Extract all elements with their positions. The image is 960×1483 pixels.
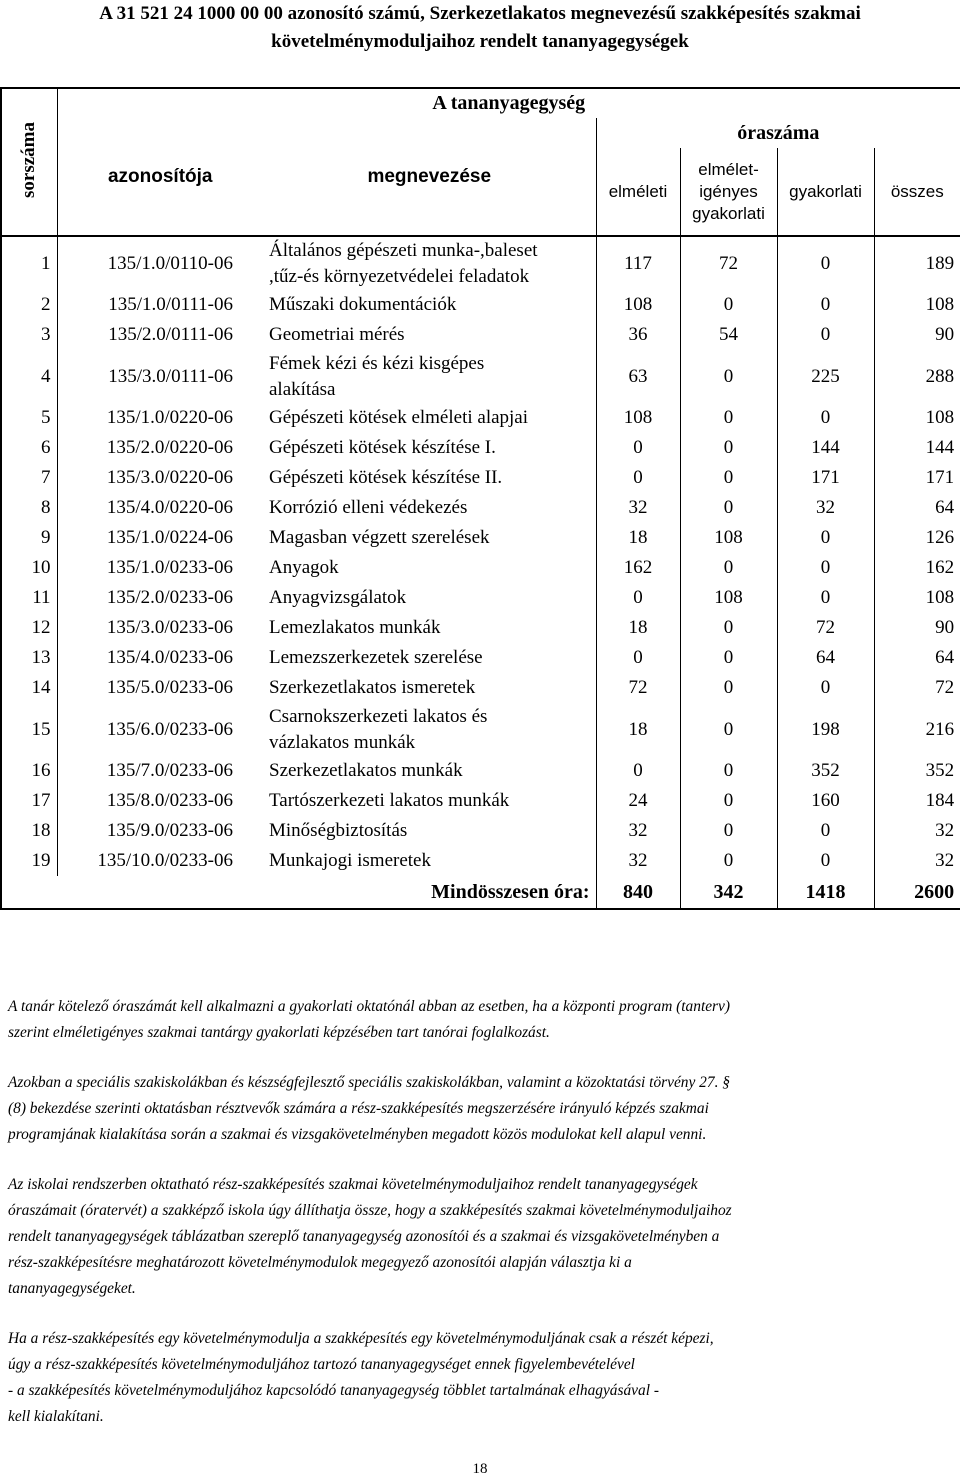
note-paragraph-4 — [8, 1326, 952, 1430]
row-elmeletigenyes: 0 — [680, 553, 777, 583]
row-elmeletigenyes: 0 — [680, 643, 777, 673]
row-number: 19 — [1, 846, 57, 876]
row-name-line-2: alakítása — [269, 378, 336, 400]
note-line: Azokban a speciális szakiskolákban és készségfejlesztő speciális szakiskolákban, valamint a közoktatási törvény 27. § — [8, 1074, 730, 1091]
note-line: A tanár kötelező óraszámát kell alkalmazni a gyakorlati oktatónál abban az esetben, ha a központi program (tanterv) — [8, 998, 730, 1015]
table-row — [1, 403, 960, 433]
row-elmeleti: 162 — [596, 553, 680, 583]
curriculum-table — [0, 87, 960, 910]
row-osszes: 189 — [874, 236, 960, 290]
row-name: Magasban végzett szerelések — [269, 527, 490, 548]
row-elmeletigenyes: 108 — [680, 583, 777, 613]
row-elmeletigenyes: 0 — [680, 703, 777, 756]
row-gyakorlati: 144 — [777, 433, 874, 463]
table-row — [1, 613, 960, 643]
row-number: 14 — [1, 673, 57, 703]
total-label: Mindösszesen óra: — [263, 876, 596, 909]
row-number: 1 — [1, 236, 57, 290]
row-elmeleti: 0 — [596, 643, 680, 673]
row-identifier: 135/6.0/0233-06 — [57, 703, 263, 756]
row-name: Minőségbiztosítás — [269, 820, 408, 841]
row-osszes: 64 — [874, 643, 960, 673]
note-paragraph-3 — [8, 1172, 952, 1302]
row-name-line-1: Általános gépészeti munka-,baleset — [269, 239, 538, 261]
row-elmeletigenyes: 0 — [680, 816, 777, 846]
header-osszes: összes — [874, 148, 960, 236]
row-number: 11 — [1, 583, 57, 613]
row-elmeletigenyes: 0 — [680, 493, 777, 523]
row-identifier: 135/1.0/0220-06 — [57, 403, 263, 433]
row-name: Gépészeti kötések készítése I. — [269, 437, 496, 458]
table-row — [1, 756, 960, 786]
row-elmeletigenyes: 108 — [680, 523, 777, 553]
total-elmeletigenyes: 342 — [680, 876, 777, 909]
table-row — [1, 703, 960, 756]
row-gyakorlati: 0 — [777, 523, 874, 553]
row-osszes: 32 — [874, 816, 960, 846]
row-osszes: 126 — [874, 523, 960, 553]
row-identifier: 135/2.0/0233-06 — [57, 583, 263, 613]
row-elmeleti: 32 — [596, 846, 680, 876]
row-identifier: 135/3.0/0111-06 — [57, 350, 263, 403]
row-name: Anyagok — [269, 557, 339, 578]
row-osszes: 72 — [874, 673, 960, 703]
row-elmeleti: 18 — [596, 703, 680, 756]
row-osszes: 108 — [874, 290, 960, 320]
row-elmeletigenyes: 0 — [680, 463, 777, 493]
row-identifier: 135/1.0/0233-06 — [57, 553, 263, 583]
table-row — [1, 350, 960, 403]
row-identifier: 135/4.0/0233-06 — [57, 643, 263, 673]
row-elmeletigenyes: 0 — [680, 786, 777, 816]
total-osszes: 2600 — [874, 876, 960, 909]
row-gyakorlati: 0 — [777, 816, 874, 846]
table-row — [1, 290, 960, 320]
row-gyakorlati: 0 — [777, 553, 874, 583]
curriculum-table-wrapper — [0, 87, 960, 963]
notes — [8, 994, 952, 1454]
row-number: 13 — [1, 643, 57, 673]
table-row — [1, 643, 960, 673]
total-gyakorlati: 1418 — [777, 876, 874, 909]
row-identifier: 135/5.0/0233-06 — [57, 673, 263, 703]
row-identifier: 135/2.0/0111-06 — [57, 320, 263, 350]
row-elmeleti: 72 — [596, 673, 680, 703]
row-gyakorlati: 0 — [777, 320, 874, 350]
total-elmeleti: 840 — [596, 876, 680, 909]
row-number: 6 — [1, 433, 57, 463]
row-elmeleti: 63 — [596, 350, 680, 403]
row-osszes: 64 — [874, 493, 960, 523]
header-elmeletigenyes: elmélet- igényes gyakorlati — [680, 148, 777, 236]
row-osszes: 32 — [874, 846, 960, 876]
row-osszes: 90 — [874, 613, 960, 643]
note-line: - a szakképesítés követelménymoduljához kapcsolódó tananyagegység többlet tartalmának elhagyásával - — [8, 1382, 659, 1399]
table-row — [1, 846, 960, 876]
table-row — [1, 236, 960, 290]
table-row — [1, 433, 960, 463]
row-elmeleti: 108 — [596, 290, 680, 320]
row-elmeletigenyes: 0 — [680, 673, 777, 703]
row-name: Munkajogi ismeretek — [269, 850, 431, 871]
note-line: rendelt tananyagegységek táblázatban szereplő tananyagegység azonosítói és a szakmai és vizsgakövetelményben a — [8, 1228, 720, 1245]
note-line: Az iskolai rendszerben oktatható rész-szakképesítés szakmai követelménymoduljaihoz rendelt tananyagegységek — [8, 1176, 698, 1193]
row-name: Lemezszerkezetek szerelése — [269, 647, 483, 668]
row-gyakorlati: 0 — [777, 290, 874, 320]
note-paragraph-1 — [8, 994, 952, 1046]
note-line: úgy a rész-szakképesítés követelménymoduljához tartozó tananyagegységet ennek figyelembevételével — [8, 1356, 635, 1373]
row-elmeleti: 18 — [596, 613, 680, 643]
row-gyakorlati: 32 — [777, 493, 874, 523]
row-elmeleti: 0 — [596, 433, 680, 463]
row-osszes: 171 — [874, 463, 960, 493]
row-identifier: 135/1.0/0224-06 — [57, 523, 263, 553]
row-elmeleti: 18 — [596, 523, 680, 553]
row-gyakorlati: 352 — [777, 756, 874, 786]
row-elmeleti: 32 — [596, 493, 680, 523]
row-identifier: 135/3.0/0220-06 — [57, 463, 263, 493]
page-number: 18 — [472, 1461, 488, 1477]
row-gyakorlati: 0 — [777, 403, 874, 433]
row-name: Szerkezetlakatos munkák — [269, 760, 463, 781]
row-name: Műszaki dokumentációk — [269, 294, 457, 315]
row-gyakorlati: 0 — [777, 583, 874, 613]
row-identifier: 135/2.0/0220-06 — [57, 433, 263, 463]
row-osszes: 216 — [874, 703, 960, 756]
note-line: óraszámait (óratervét) a szakképző iskola úgy állíthatja össze, hogy a szakképesítés szakmai követelménymoduljaihoz — [8, 1202, 732, 1219]
row-gyakorlati: 0 — [777, 236, 874, 290]
note-line: rész-szakképesítésre meghatározott követelménymodulok megegyező azonosítói alapján választja ki a — [8, 1254, 632, 1271]
note-line: (8) bekezdése szerinti oktatásban résztvevők számára a rész-szakképesítés megszerzésére irányuló képzés szakmai — [8, 1100, 709, 1117]
row-osszes: 162 — [874, 553, 960, 583]
row-gyakorlati: 72 — [777, 613, 874, 643]
row-number: 9 — [1, 523, 57, 553]
row-elmeleti: 32 — [596, 816, 680, 846]
document-title — [0, 0, 960, 56]
row-osszes: 288 — [874, 350, 960, 403]
row-elmeletigenyes: 0 — [680, 290, 777, 320]
row-name: Anyagvizsgálatok — [269, 587, 407, 608]
table-header — [1, 88, 960, 236]
header-megnevezese: megnevezése — [263, 118, 596, 236]
row-gyakorlati: 225 — [777, 350, 874, 403]
row-name-line-2: ,tűz-és környezetvédelei feladatok — [269, 265, 530, 287]
row-identifier: 135/10.0/0233-06 — [57, 846, 263, 876]
row-name-line-2: vázlakatos munkák — [269, 731, 416, 753]
header-elmeleti: elméleti — [596, 148, 680, 236]
table-row — [1, 786, 960, 816]
row-name-line-1: Fémek kézi és kézi kisgépes — [269, 352, 485, 374]
row-identifier: 135/8.0/0233-06 — [57, 786, 263, 816]
table-row — [1, 493, 960, 523]
row-elmeleti: 36 — [596, 320, 680, 350]
row-number: 8 — [1, 493, 57, 523]
row-elmeleti: 117 — [596, 236, 680, 290]
row-elmeletigenyes: 72 — [680, 236, 777, 290]
row-elmeletigenyes: 0 — [680, 613, 777, 643]
row-name — [263, 350, 596, 403]
header-tananyagegyseg: A tananyagegység — [57, 88, 960, 118]
header-gyakorlati: gyakorlati — [777, 148, 874, 236]
header-azonositoja: azonosítója — [57, 118, 263, 236]
row-osszes: 144 — [874, 433, 960, 463]
note-line: szerint elméletigényes szakmai tantárgy gyakorlati képzésében tart tanórai foglalkozást. — [8, 1024, 550, 1041]
table-row — [1, 553, 960, 583]
title-line-1: A 31 521 24 1000 00 00 azonosító számú, Szerkezetlakatos megnevezésű szakképesítés szakmai — [99, 3, 861, 24]
row-elmeletigenyes: 0 — [680, 846, 777, 876]
row-gyakorlati: 160 — [777, 786, 874, 816]
row-name — [263, 236, 596, 290]
row-gyakorlati: 198 — [777, 703, 874, 756]
row-name: Korrózió elleni védekezés — [269, 497, 468, 518]
row-identifier: 135/3.0/0233-06 — [57, 613, 263, 643]
row-gyakorlati: 64 — [777, 643, 874, 673]
header-oraszama: óraszáma — [596, 118, 960, 148]
table-row — [1, 673, 960, 703]
title-line-2: követelménymoduljaihoz rendelt tananyagegységek — [271, 31, 689, 52]
row-number: 2 — [1, 290, 57, 320]
header-sorszama: sorszáma — [1, 88, 57, 236]
row-name-line-1: Csarnokszerkezeti lakatos és — [269, 705, 488, 727]
row-elmeleti: 0 — [596, 756, 680, 786]
row-number: 17 — [1, 786, 57, 816]
row-identifier: 135/1.0/0111-06 — [57, 290, 263, 320]
note-line: tananyagegységeket. — [8, 1280, 136, 1297]
row-name: Geometriai mérés — [269, 324, 405, 345]
row-number: 7 — [1, 463, 57, 493]
row-gyakorlati: 0 — [777, 673, 874, 703]
row-elmeletigenyes: 0 — [680, 403, 777, 433]
row-number: 10 — [1, 553, 57, 583]
table-row — [1, 523, 960, 553]
row-gyakorlati: 0 — [777, 846, 874, 876]
table-row — [1, 816, 960, 846]
row-number: 15 — [1, 703, 57, 756]
row-elmeleti: 0 — [596, 583, 680, 613]
row-name: Szerkezetlakatos ismeretek — [269, 677, 476, 698]
note-line: programjának kialakítása során a szakmai és vizsgakövetelményben megadott közös modulokat kell alapul venni. — [8, 1126, 707, 1143]
note-line: Ha a rész-szakképesítés egy követelménymodulja a szakképesítés egy követelménymoduljának csak a részét képezi, — [8, 1330, 714, 1347]
row-elmeleti: 108 — [596, 403, 680, 433]
table-row — [1, 463, 960, 493]
table-footer — [1, 876, 960, 909]
row-elmeletigenyes: 0 — [680, 756, 777, 786]
row-number: 4 — [1, 350, 57, 403]
row-name: Lemezlakatos munkák — [269, 617, 441, 638]
table-body — [1, 236, 960, 876]
row-osszes: 108 — [874, 583, 960, 613]
row-elmeletigenyes: 54 — [680, 320, 777, 350]
note-line: kell kialakítani. — [8, 1408, 104, 1425]
row-number: 12 — [1, 613, 57, 643]
note-paragraph-2 — [8, 1070, 952, 1148]
row-identifier: 135/4.0/0220-06 — [57, 493, 263, 523]
row-name: Gépészeti kötések készítése II. — [269, 467, 503, 488]
row-name: Gépészeti kötések elméleti alapjai — [269, 407, 529, 428]
row-identifier: 135/9.0/0233-06 — [57, 816, 263, 846]
row-identifier: 135/7.0/0233-06 — [57, 756, 263, 786]
row-number: 16 — [1, 756, 57, 786]
row-number: 3 — [1, 320, 57, 350]
row-elmeletigenyes: 0 — [680, 350, 777, 403]
row-number: 18 — [1, 816, 57, 846]
table-row — [1, 583, 960, 613]
row-identifier: 135/1.0/0110-06 — [57, 236, 263, 290]
row-elmeleti: 24 — [596, 786, 680, 816]
row-osszes: 90 — [874, 320, 960, 350]
table-row — [1, 320, 960, 350]
row-elmeleti: 0 — [596, 463, 680, 493]
row-name: Tartószerkezeti lakatos munkák — [269, 790, 510, 811]
row-elmeletigenyes: 0 — [680, 433, 777, 463]
row-osszes: 108 — [874, 403, 960, 433]
row-osszes: 352 — [874, 756, 960, 786]
row-osszes: 184 — [874, 786, 960, 816]
row-gyakorlati: 171 — [777, 463, 874, 493]
row-name — [263, 703, 596, 756]
row-number: 5 — [1, 403, 57, 433]
